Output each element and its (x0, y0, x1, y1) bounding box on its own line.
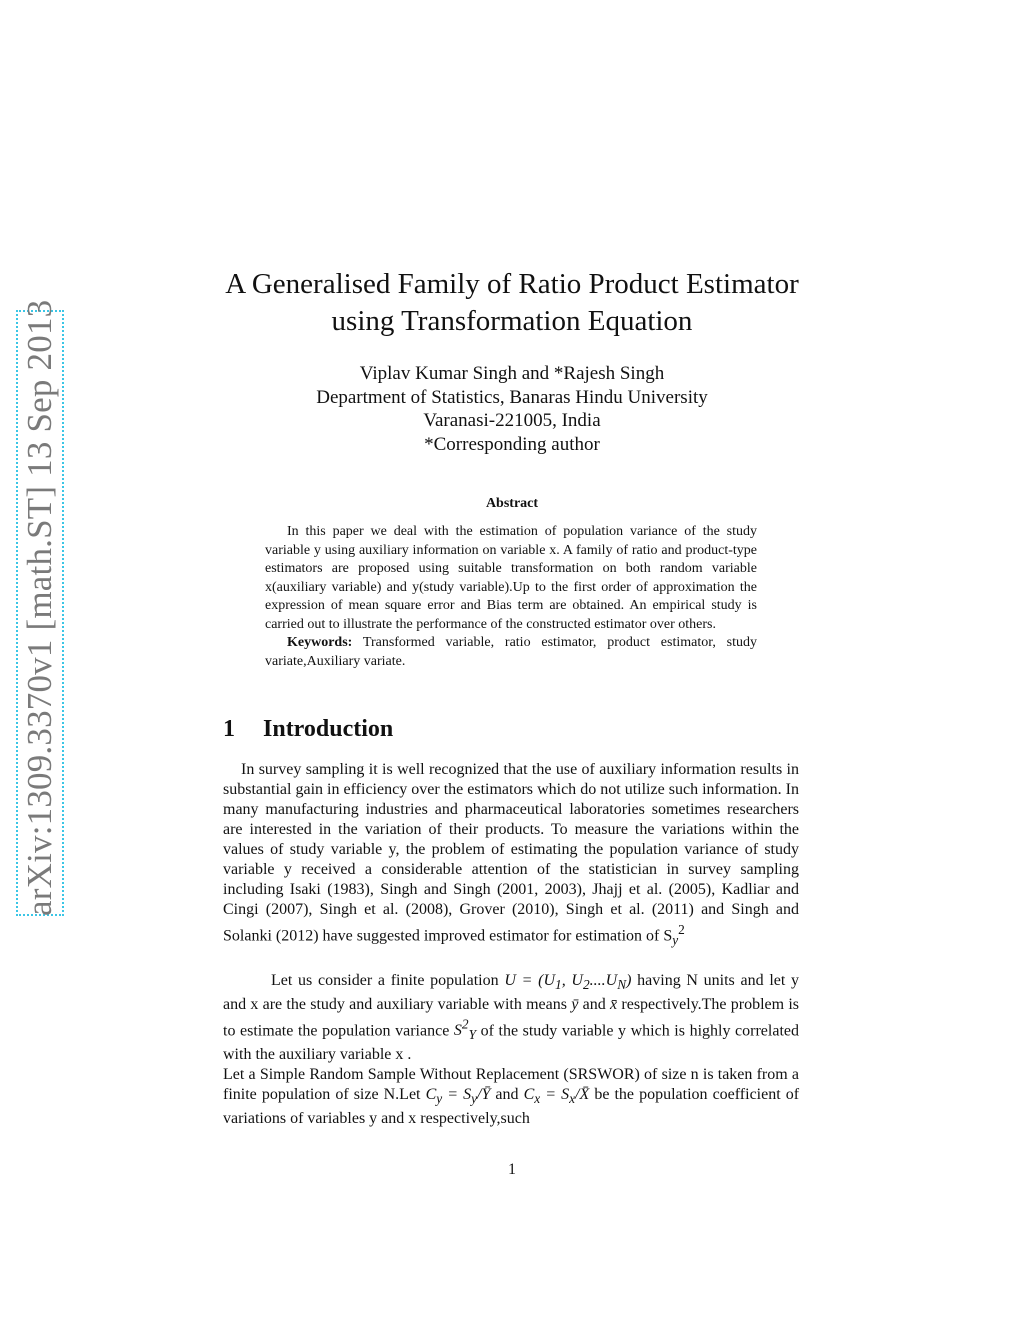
keywords-list: Transformed variable, ratio estimator, product estimator, study variate,Auxiliary variate. (265, 635, 757, 669)
math-ybar-cap: /Ȳ (477, 1086, 491, 1104)
section-number: 1 (223, 716, 235, 742)
paragraph-3-text-a: Let a Simple Random Sample Without Replacement (SRSWOR) of size n is taken from a finite population of size N.Let (223, 1066, 799, 1104)
abstract-body (265, 523, 757, 671)
math-ybar: ȳ (571, 995, 579, 1013)
math-u2: 2 (582, 976, 590, 992)
author-block (0, 362, 1024, 456)
math-s-sup: 2 (461, 1016, 469, 1032)
math-cy-eq: = S (447, 1086, 472, 1104)
paper-title (0, 266, 1024, 340)
paragraph-3-text-b: be the population coefficient of variations of variables y and x respectively,such (223, 1086, 800, 1128)
paragraph-2 (223, 971, 799, 1066)
title-line-2: using Transformation Equation (331, 305, 693, 337)
paragraph-1-text: In survey sampling it is well recognized that the use of auxiliary information results in substantial gain in efficiency over the estimators which do not utilize such information. In many manufacturing industries and pharmaceutical laboratories sometimes researchers are interested in the variation of their products. To measure the variations within the values of study variable y, the problem of estimating the population variance of study variable y received a considerable attention of the statistician in survey sampling including Isaki (1983), Singh and Singh (2001, 2003), Jhajj et al. (2005), Kadliar and Cingi (2007), Singh et al. (2008), Grover (2010), Singh et al. (2011) and Singh and Solanki (2012) have suggested improved estimator for estimation of S (223, 761, 799, 945)
author-location: Varanasi-221005, India (423, 410, 601, 431)
math-sy-sub2: y (471, 1091, 478, 1107)
abstract-text: In this paper we deal with the estimation of population variance of the study variable y using auxiliary information on variable x. A family of ratio and product-type estimators are proposed using suitable transformation on both random variable x(auxiliary variable) and y(study variable).Up to the first order of approximation the expression of mean square error and Bias term are obtained. An empirical study is carried out to illustrate the performance of the constructed estimator over others. (265, 524, 757, 632)
paragraph-2-text-c: respectively.The problem is to estimate the population variance (223, 995, 800, 1040)
math-xbar: x̄ (610, 995, 618, 1013)
paragraph-3 (223, 1065, 799, 1129)
math-u-dots: ....U (589, 971, 618, 989)
author-department: Department of Statistics, Banaras Hindu University (316, 386, 708, 408)
math-s-sub: Y (468, 1027, 476, 1043)
math-un: N (617, 976, 627, 992)
arxiv-identifier: arXiv:1309.3370v1 [math.ST] 13 Sep 2013 (20, 299, 59, 916)
paragraph-2-and: and (582, 995, 606, 1013)
math-population (504, 971, 632, 992)
math-u1: 1 (555, 976, 562, 992)
title-line-1: A Generalised Family of Ratio Product Estimator (225, 268, 799, 300)
paragraph-2-text-d: of the study variable y which is highly correlated with the auxiliary variable x . (223, 1022, 800, 1064)
math-cx-eq: = S (545, 1086, 570, 1104)
corresponding-author-note: *Corresponding author (424, 433, 600, 455)
section-title: Introduction (263, 716, 394, 742)
math-sy2 (453, 1016, 476, 1043)
keywords (265, 634, 757, 671)
math-u-close: ) (626, 971, 632, 989)
math-sy-sub: y (672, 932, 679, 948)
section-heading (223, 716, 393, 743)
math-sx-sub: x (569, 1091, 576, 1107)
math-cy (425, 1086, 491, 1107)
page-number: 1 (508, 1161, 516, 1178)
math-sy-sup: 2 (678, 922, 685, 937)
math-xbar-cap: /X̄ (575, 1086, 590, 1104)
abstract-heading: Abstract (485, 496, 539, 511)
math-cx-sub: x (534, 1091, 541, 1107)
paragraph-1 (223, 760, 799, 951)
math-u-comma: , U (561, 971, 583, 989)
math-cy-c: C (425, 1086, 437, 1104)
keywords-label: Keywords: (287, 635, 353, 650)
math-s: S (453, 1022, 462, 1040)
paragraph-2-text-b: having N units and let y and x are the study and auxiliary variable with means (223, 971, 800, 1013)
math-u: U = (U (504, 971, 556, 989)
author-names: Viplav Kumar Singh and *Rajesh Singh (359, 363, 665, 384)
math-cy-sub: y (436, 1091, 443, 1107)
math-cx (523, 1086, 590, 1107)
body-text (223, 760, 799, 1129)
math-cx-c: C (523, 1086, 535, 1104)
paragraph-2-text-a: Let us consider a finite population (271, 971, 499, 989)
paragraph-3-and: and (495, 1086, 519, 1104)
